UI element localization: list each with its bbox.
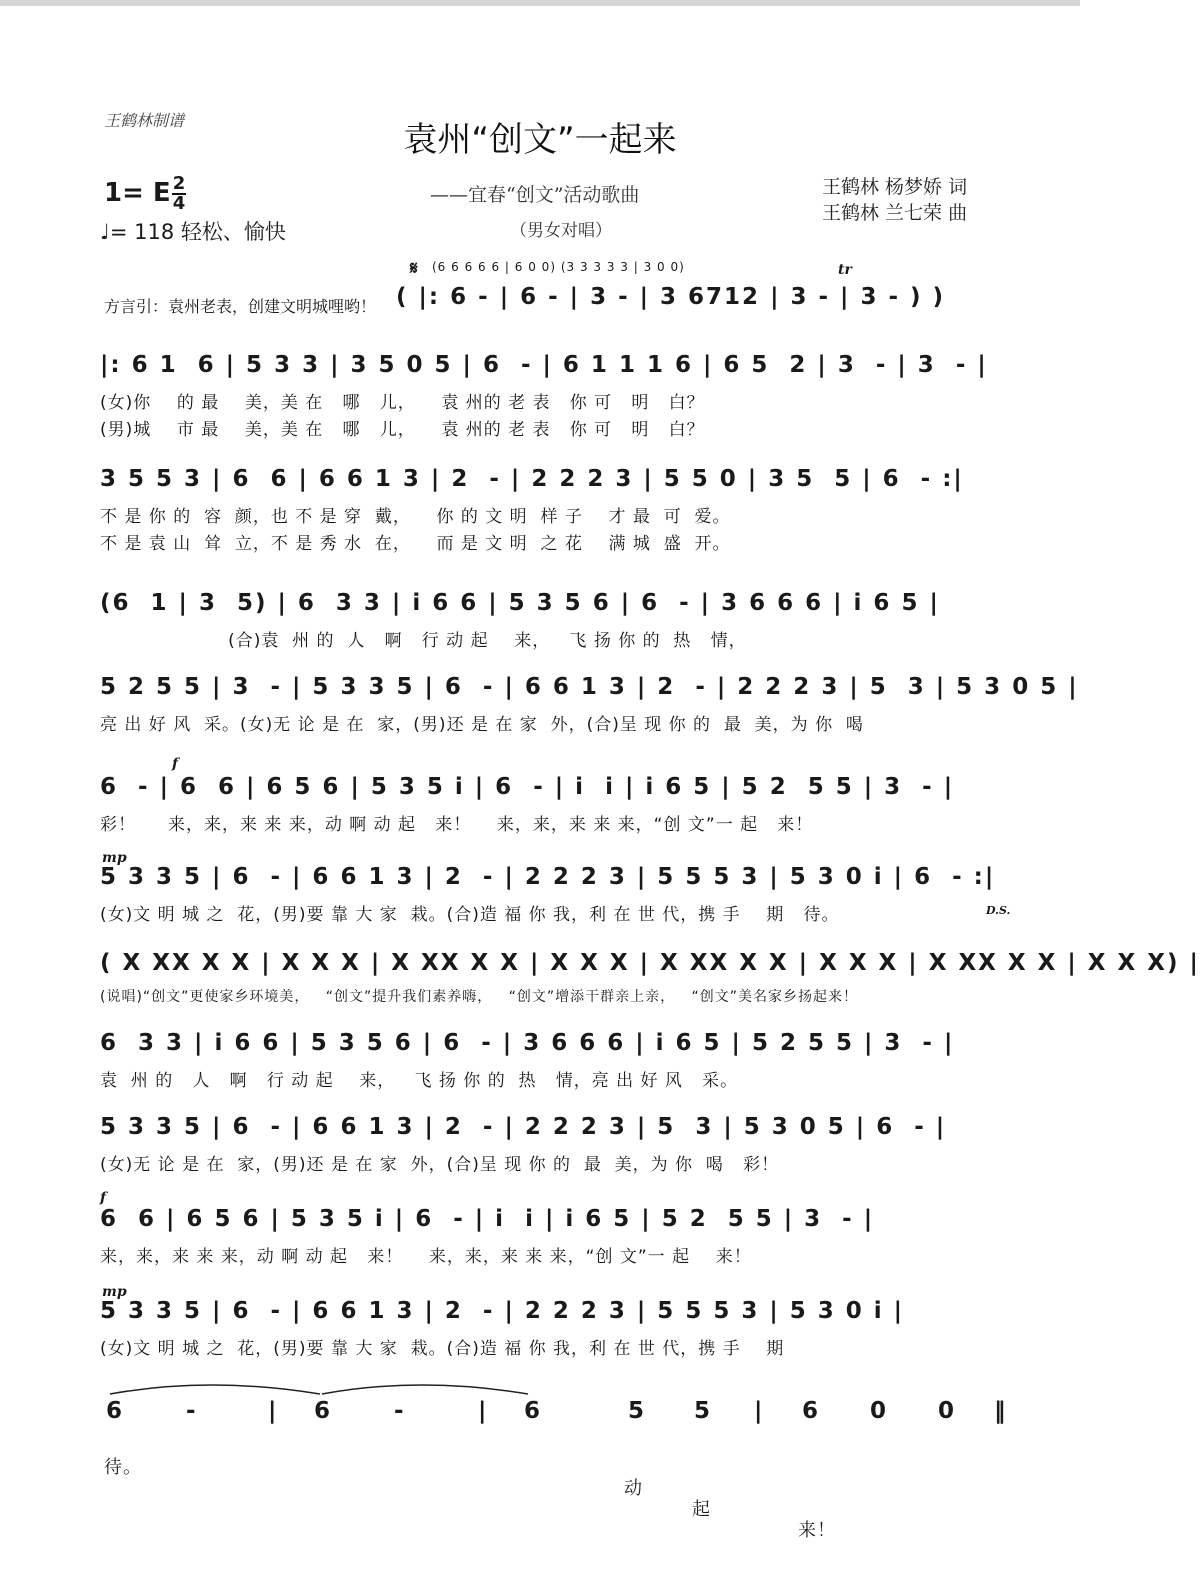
key-signature: 1= E [104, 178, 171, 208]
song-title: 袁州“创文”一起来 [403, 120, 677, 160]
lyric-line: 不 是 你 的 容 颜，也 不 是 穿 戴， 你 的 文 明 样 子 才 最 可 爱。 [100, 507, 731, 527]
bar-line: | [268, 1398, 277, 1424]
forte-mark-1: f [172, 756, 179, 772]
segno-sign: 𝄋 [410, 258, 418, 279]
bar-line: | [754, 1398, 763, 1424]
song-subtitle: ——宜春“创文”活动歌曲 [430, 184, 640, 206]
lyric-line: (合)袁 州 的 人 啊 行 动 起 来， 飞 扬 你 的 热 情， [100, 631, 747, 651]
staff-notes: 3 5 5 3 | 6 6 | 6 6 1 3 | 2 - | 2 2 2 3 | 5 5 0 | 3 5 5 | 6 - :| [100, 466, 964, 492]
final-lyrics [100, 1432, 1006, 1541]
top-edge-bar [0, 0, 1080, 6]
intro-notes: ( |: 6 - | 6 - | 3 - | 3 6712 | 3 - | 3 - ) ) [396, 284, 946, 310]
final-note: 6 [802, 1398, 819, 1424]
mezzo-piano-mark-2: mp [102, 1284, 127, 1300]
lyric-line: 来，来，来 来 来，动 啊 动 起 来！ 来，来，来 来 来，“创 文”一 起 来！ [100, 1247, 752, 1267]
staff-notes: 6 3 3 | i 6 6 | 5 3 5 6 | 6 - | 3 6 6 6 | i 6 5 | 5 2 5 5 | 3 - | [100, 1030, 955, 1056]
staff-notes: 6 - | 6 6 | 6 5 6 | 5 3 5 i | 6 - | i i | i 6 5 | 5 2 5 5 | 3 - | [100, 774, 955, 800]
lyric-line: (男)城 市 最 美，美 在 哪 儿， 袁 州的 老 表 你 可 明 白？ [100, 420, 705, 440]
final-lyric: 动 [624, 1478, 643, 1499]
lyric-line: (说唱)“创文”更使家乡环境美， “创文”提升我们素养嗨， “创文”增添干群亲上亲， “创文”美名家乡扬起来！ [100, 989, 858, 1005]
final-lyric: 起 [692, 1499, 711, 1520]
staff-notes: 6 6 | 6 5 6 | 5 3 5 i | 6 - | i i | i 6 5 | 5 2 5 5 | 3 - | [100, 1206, 875, 1232]
final-note: 6 [524, 1398, 541, 1424]
final-note: - [186, 1398, 196, 1424]
dal-segno-mark: D.S. [986, 904, 1011, 917]
final-staff [100, 1392, 1006, 1432]
staff-notes: 5 3 3 5 | 6 - | 6 6 1 3 | 2 - | 2 2 2 3 | 5 5 5 3 | 5 3 0 i | 6 - :| [100, 864, 996, 890]
dialect-intro: 方言引：袁州老表，创建文明城哩哟！ [104, 297, 377, 316]
final-note: 6 [106, 1398, 123, 1424]
lyric-line: 袁 州 的 人 啊 行 动 起 来， 飞 扬 你 的 热 情，亮 出 好 风 采。 [100, 1071, 739, 1091]
staff-notes: ( X XX X X | X X X | X XX X X | X X X | X XX X X | X X X | X XX X X | X X X) | [100, 950, 1200, 976]
intro-hint: (6 6 6 6 6 | 6 0 0) (3 3 3 3 3 | 3 0 0) [432, 260, 685, 274]
final-note: 0 [870, 1398, 887, 1424]
lyric-line: 不 是 袁 山 耸 立，不 是 秀 水 在， 而 是 文 明 之 花 满 城 盛 开。 [100, 534, 731, 554]
bar-line: | [478, 1398, 487, 1424]
final-note: 6 [314, 1398, 331, 1424]
final-note: 5 [694, 1398, 711, 1424]
forte-mark-2: f [100, 1190, 107, 1206]
arranger-credit: 王鹤林制谱 [104, 111, 185, 130]
staff-notes: |: 6 1 6 | 5 3 3 | 3 5 0 5 | 6 - | 6 1 1 1 6 | 6 5 2 | 3 - | 3 - | [100, 352, 988, 378]
staff-notes: (6 1 | 3 5) | 6 3 3 | i 6 6 | 5 3 5 6 | 6 - | 3 6 6 6 | i 6 5 | [100, 590, 940, 616]
final-lyric: 待。 [104, 1457, 142, 1478]
time-signature-top: 2 [172, 173, 186, 194]
lyric-line: (女)文 明 城 之 花，(男)要 靠 大 家 栽。(合)造 福 你 我，利 在 世 代，携 手 期 [100, 1339, 785, 1359]
tempo-marking: ♩= 118 轻松、愉快 [100, 220, 286, 244]
final-ties [100, 1378, 540, 1398]
final-barline: ‖ [994, 1398, 1006, 1424]
final-note: - [394, 1398, 404, 1424]
lyricists-credit: 王鹤林 杨梦娇 词 [822, 176, 968, 198]
lyric-line: (女)文 明 城 之 花，(男)要 靠 大 家 栽。(合)造 福 你 我，利 在 世 代，携 手 期 待。 [100, 905, 840, 925]
final-note: 0 [938, 1398, 955, 1424]
staff-notes: 5 3 3 5 | 6 - | 6 6 1 3 | 2 - | 2 2 2 3 | 5 5 5 3 | 5 3 0 i | [100, 1298, 905, 1324]
final-lyric: 来！ [798, 1520, 836, 1541]
lyric-line: 彩！ 来，来，来 来 来，动 啊 动 起 来！ 来，来，来 来 来，“创 文”一 起 来！ [100, 815, 814, 835]
time-signature-bottom: 4 [172, 193, 186, 214]
performance-note: （男女对唱） [510, 221, 612, 241]
mezzo-piano-mark-1: mp [102, 850, 127, 866]
trill-mark: tr [838, 262, 852, 278]
lyric-line: (女)你 的 最 美，美 在 哪 儿， 袁 州的 老 表 你 可 明 白？ [100, 393, 705, 413]
time-signature [172, 173, 186, 214]
lyric-line: (女)无 论 是 在 家，(男)还 是 在 家 外，(合)呈 现 你 的 最 美，为 你 喝 彩！ [100, 1155, 780, 1175]
final-note: 5 [628, 1398, 645, 1424]
lyric-line: 亮 出 好 风 采。(女)无 论 是 在 家，(男)还 是 在 家 外，(合)呈 现 你 的 最 美，为 你 喝 [100, 715, 864, 735]
staff-notes: 5 2 5 5 | 3 - | 5 3 3 5 | 6 - | 6 6 1 3 | 2 - | 2 2 2 3 | 5 3 | 5 3 0 5 | [100, 674, 1079, 700]
staff-notes: 5 3 3 5 | 6 - | 6 6 1 3 | 2 - | 2 2 2 3 | 5 3 | 5 3 0 5 | 6 - | [100, 1114, 947, 1140]
composers-credit: 王鹤林 兰七荣 曲 [822, 202, 968, 224]
